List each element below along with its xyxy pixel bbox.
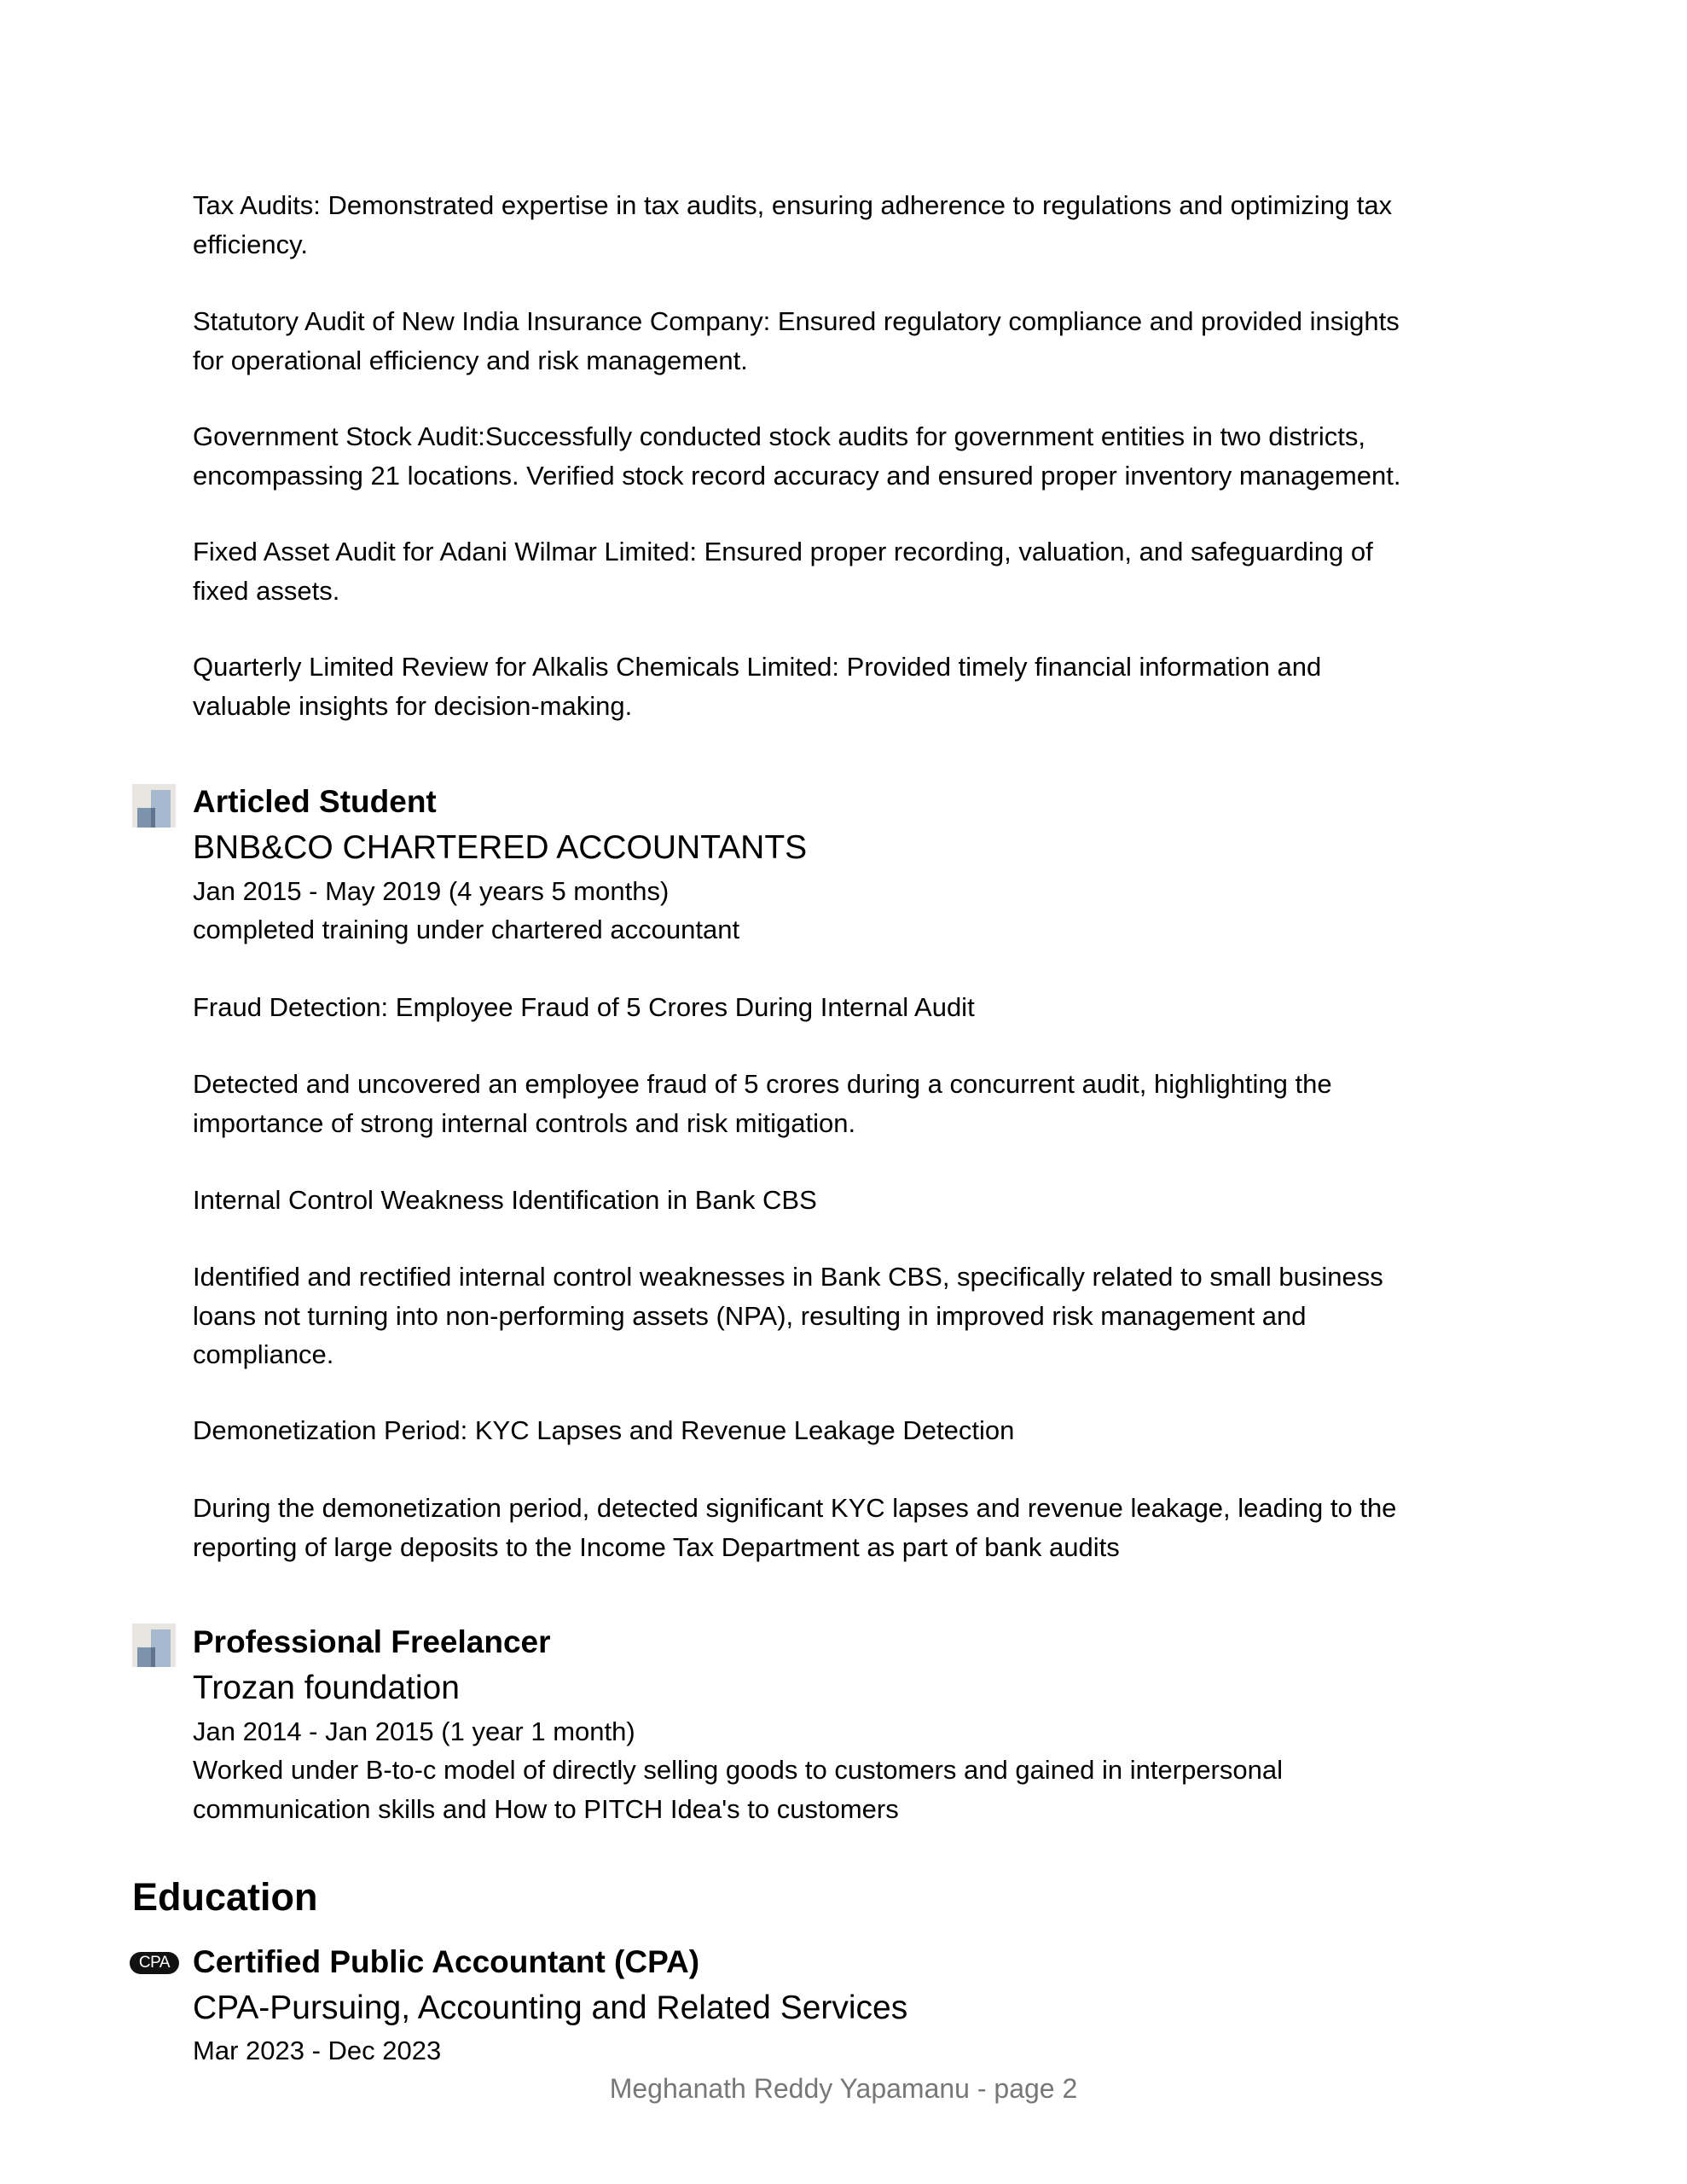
paragraph-fraud-detection bbox=[193, 1065, 1489, 1142]
text-line: for operational efficiency and risk management. bbox=[193, 345, 748, 375]
company-name: BNB&CO CHARTERED ACCOUNTANTS bbox=[193, 829, 808, 866]
text-line: Fixed Asset Audit for Adani Wilmar Limited: Ensured proper recording, valuation, and safeguarding of bbox=[193, 537, 1373, 566]
paragraph-quarterly-review bbox=[193, 648, 1489, 725]
job-dates: Jan 2014 - Jan 2015 (1 year 1 month) bbox=[193, 1716, 635, 1746]
paragraph-government-stock-audit bbox=[193, 417, 1489, 495]
page-footer: Meghanath Reddy Yapamanu - page 2 bbox=[609, 2073, 1078, 2104]
text-line: Fraud Detection: Employee Fraud of 5 Crores During Internal Audit bbox=[193, 992, 975, 1022]
text-line: importance of strong internal controls and risk mitigation. bbox=[193, 1107, 856, 1138]
text-line: valuable insights for decision-making. bbox=[193, 690, 633, 721]
text-line: Internal Control Weakness Identification in Bank CBS bbox=[193, 1185, 817, 1215]
text-line: Worked under B-to-c model of directly selling goods to customers and gained in interpersonal bbox=[193, 1755, 1283, 1785]
job-dates: Jan 2015 - May 2019 (4 years 5 months) bbox=[193, 876, 670, 906]
cpa-badge-icon: CPA bbox=[130, 1952, 179, 1974]
text-line: Demonetization Period: KYC Lapses and Revenue Leakage Detection bbox=[193, 1415, 1015, 1445]
text-line: communication skills and How to PITCH Idea's to customers bbox=[193, 1793, 899, 1824]
education-dates: Mar 2023 - Dec 2023 bbox=[193, 2036, 442, 2065]
company-name: Trozan foundation bbox=[193, 1670, 460, 1706]
text-line: reporting of large deposits to the Income Tax Department as part of bank audits bbox=[193, 1531, 1120, 1562]
section-heading-education: Education bbox=[132, 1875, 318, 1919]
text-line: Government Stock Audit:Successfully conducted stock audits for government entities in two districts, bbox=[193, 421, 1365, 451]
job-summary: completed training under chartered accountant bbox=[193, 915, 740, 944]
education-title: Certified Public Accountant (CPA) bbox=[193, 1944, 700, 1979]
paragraph-statutory-audit bbox=[193, 302, 1489, 380]
company-logo-icon bbox=[132, 784, 176, 828]
paragraph-fraud-detection-title bbox=[193, 988, 1489, 1027]
paragraph-fixed-asset-audit bbox=[193, 532, 1489, 610]
text-line: Tax Audits: Demonstrated expertise in tax audits, ensuring adherence to regulations and optimizing tax bbox=[193, 190, 1393, 220]
paragraph-tax-audits bbox=[193, 186, 1489, 264]
paragraph-demonetization-title bbox=[193, 1411, 1489, 1450]
text-line: encompassing 21 locations. Verified stock record accuracy and ensured proper inventory management. bbox=[193, 460, 1401, 491]
job-title: Professional Freelancer bbox=[193, 1624, 551, 1659]
text-line: Identified and rectified internal control weaknesses in Bank CBS, specifically related to small business bbox=[193, 1262, 1383, 1292]
company-logo-icon bbox=[132, 1623, 176, 1667]
text-line: Detected and uncovered an employee fraud of 5 crores during a concurrent audit, highlighting the bbox=[193, 1069, 1332, 1099]
paragraph-internal-control bbox=[193, 1258, 1489, 1374]
text-line: Quarterly Limited Review for Alkalis Chemicals Limited: Provided timely financial information and bbox=[193, 652, 1322, 682]
text-line: efficiency. bbox=[193, 229, 308, 259]
text-line: During the demonetization period, detected significant KYC lapses and revenue leakage, leading to the bbox=[193, 1493, 1397, 1523]
text-line: compliance. bbox=[193, 1339, 334, 1369]
job-title: Articled Student bbox=[193, 784, 437, 819]
paragraph-demonetization bbox=[193, 1489, 1489, 1566]
text-line: loans not turning into non-performing assets (NPA), resulting in improved risk management and bbox=[193, 1300, 1307, 1331]
text-line: fixed assets. bbox=[193, 575, 340, 606]
paragraph-internal-control-title bbox=[193, 1181, 1489, 1220]
job-summary bbox=[193, 1751, 1489, 1828]
text-line: Statutory Audit of New India Insurance Company: Ensured regulatory compliance and provided insights bbox=[193, 306, 1400, 336]
education-degree: CPA-Pursuing, Accounting and Related Services bbox=[193, 1989, 908, 2026]
